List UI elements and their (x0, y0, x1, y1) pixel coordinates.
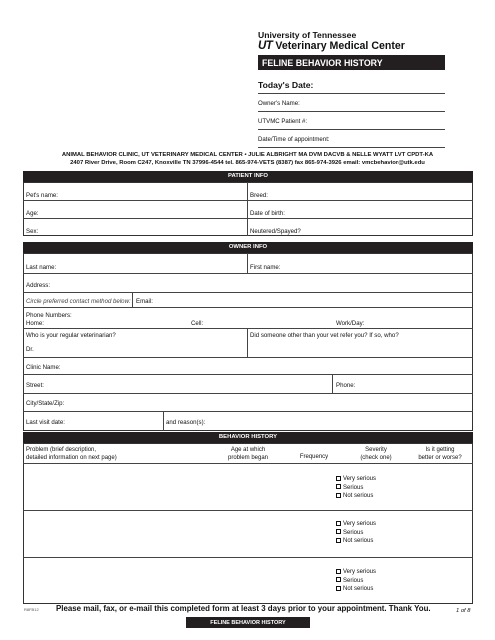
severity-option[interactable]: Very serious (336, 520, 376, 529)
clinic-name-field[interactable]: Clinic Name: (26, 364, 61, 371)
row-divider (23, 510, 473, 511)
owner-info-box (23, 253, 473, 431)
address-field[interactable]: Address: (26, 282, 51, 289)
todays-date-line (258, 93, 445, 94)
row-divider (23, 557, 473, 558)
severity-checklist (336, 568, 376, 594)
checkbox-icon (336, 521, 341, 526)
frequency-column-header: Frequency (299, 454, 329, 460)
severity-option[interactable]: Not serious (336, 537, 376, 546)
owner-info-header: OWNER INFO (23, 242, 473, 253)
checkbox-icon (336, 476, 341, 481)
pets-name-field[interactable]: Pet's name: (26, 192, 58, 199)
divider (23, 393, 473, 394)
owners-name-field[interactable] (258, 111, 445, 112)
phone-numbers-label: Phone Numbers: (26, 312, 72, 319)
divider (247, 253, 248, 273)
patient-number-label: UTVMC Patient #: (258, 118, 308, 125)
submission-instruction: Please mail, fax, or e-mail this completed form at least 3 days prior to your appointment. Thank You. (56, 604, 431, 613)
divider (163, 411, 164, 431)
age-column-header: Age at which problem began (227, 447, 269, 461)
ut-logo: UT (258, 40, 273, 52)
severity-option[interactable]: Serious (336, 484, 376, 493)
dob-field[interactable]: Date of birth: (250, 210, 285, 217)
contact-method-note: Circle preferred contact method below: (26, 298, 131, 305)
page-number: 1 of 8 (456, 608, 471, 614)
form-code: R8FB12 (24, 607, 39, 612)
divider (23, 307, 473, 308)
sex-field[interactable]: Sex: (26, 228, 39, 235)
clinic-phone-field[interactable]: Phone: (336, 382, 356, 389)
trend-column-header: Is it getting better or worse? (418, 447, 462, 461)
last-name-field[interactable]: Last name: (26, 264, 57, 271)
divider (23, 273, 473, 274)
todays-date-label: Today's Date: (258, 80, 314, 90)
last-visit-field[interactable]: Last visit date: (26, 419, 65, 426)
checkbox-icon (336, 569, 341, 574)
divider (23, 374, 473, 375)
severity-option[interactable]: Serious (336, 577, 376, 586)
divider (247, 328, 248, 357)
checkbox-icon (336, 538, 341, 543)
age-field[interactable]: Age: (26, 210, 39, 217)
footer-form-title: FELINE BEHAVIOR HISTORY (186, 617, 310, 628)
center-name-row (258, 40, 405, 52)
referral-field[interactable]: Did someone other than your vet refer you? If so, who? (250, 332, 399, 339)
city-state-zip-field[interactable]: City/State/Zip: (26, 400, 65, 407)
appointment-label: Date/Time of appointment: (258, 136, 330, 143)
home-phone-field[interactable]: Home: (26, 320, 44, 327)
divider (23, 357, 473, 358)
severity-option[interactable]: Not serious (336, 492, 376, 501)
problem-column-header: Problem (brief description, detailed information on next page) (26, 447, 117, 461)
regular-vet-label: Who is your regular veterinarian? (26, 332, 116, 339)
patient-info-box (23, 182, 473, 236)
work-phone-field[interactable]: Work/Day: (336, 320, 365, 327)
checkbox-icon (336, 529, 341, 534)
divider (23, 292, 473, 293)
visit-reasons-field[interactable]: and reason(s): (166, 419, 206, 426)
patient-info-header: PATIENT INFO (23, 171, 473, 182)
university-name: University of Tennessee (258, 30, 357, 40)
behavior-history-header: BEHAVIOR HISTORY (23, 432, 473, 443)
severity-column-header: Severity (check one) (360, 447, 392, 461)
behavior-history-table (23, 443, 473, 604)
divider (23, 411, 473, 412)
form-title: FELINE BEHAVIOR HISTORY (258, 55, 445, 70)
patient-number-field[interactable] (258, 129, 445, 130)
divider (132, 292, 133, 307)
center-name: Veterinary Medical Center (275, 40, 405, 52)
divider (23, 328, 473, 329)
clinic-contact-line: 2407 River Drive, Room C247, Knoxville TN 37996-4544 tel. 865-974-VETS (8387) fax 865-974-3926 email: vmcbehavior@utk.edu (70, 160, 425, 166)
divider (332, 374, 333, 393)
first-name-field[interactable]: First name: (250, 264, 281, 271)
severity-checklist (336, 475, 376, 501)
severity-option[interactable]: Very serious (336, 475, 376, 484)
clinic-staff-line: ANIMAL BEHAVIOR CLINIC, UT VETERINARY MEDICAL CENTER • JULIE ALBRIGHT MA DVM DACVB & NELLE WYATT LVT CPDT-KA (61, 152, 434, 158)
appointment-field[interactable] (258, 147, 445, 148)
table-header-divider (23, 463, 473, 464)
divider (23, 218, 473, 219)
severity-checklist (336, 520, 376, 546)
divider (23, 200, 473, 201)
severity-option[interactable]: Not serious (336, 585, 376, 594)
checkbox-icon (336, 577, 341, 582)
divider (247, 182, 248, 236)
cell-phone-field[interactable]: Cell: (191, 320, 204, 327)
checkbox-icon (336, 493, 341, 498)
checkbox-icon (336, 484, 341, 489)
vet-name-field[interactable]: Dr. (26, 346, 34, 353)
neutered-field[interactable]: Neutered/Spayed? (250, 228, 301, 235)
breed-field[interactable]: Breed: (250, 192, 268, 199)
severity-option[interactable]: Very serious (336, 568, 376, 577)
email-field[interactable]: Email: (136, 298, 153, 305)
checkbox-icon (336, 586, 341, 591)
owners-name-label: Owner's Name: (258, 100, 300, 107)
severity-option[interactable]: Serious (336, 529, 376, 538)
street-field[interactable]: Street: (26, 382, 44, 389)
